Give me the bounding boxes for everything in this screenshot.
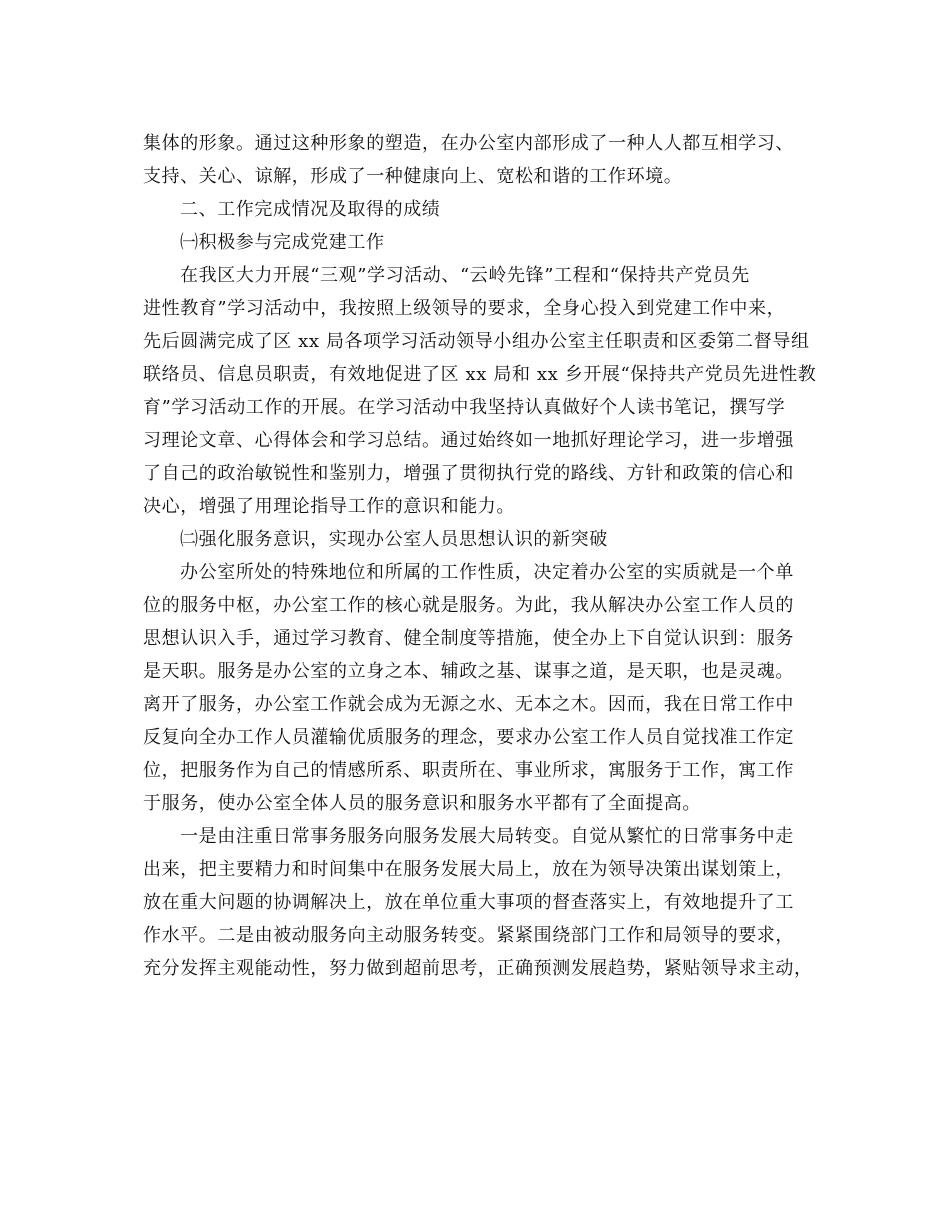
- text-line: 先后圆满完成了区 xx 局各项学习活动领导小组办公室主任职责和区委第二督导组: [143, 331, 810, 352]
- text-line: 习理论文章、心得体会和学习总结。通过始终如一地抓好理论学习，进一步增强: [143, 430, 794, 451]
- text-line: 集体的形象。通过这种形象的塑造，在办公室内部形成了一种人人都互相学习、: [143, 133, 794, 154]
- text-line: 放在重大问题的协调解决上，放在单位重大事项的督查落实上，有效地提升了工: [143, 892, 794, 913]
- text-line: 思想认识入手，通过学习教育、健全制度等措施，使全办上下自觉认识到：服务: [143, 628, 794, 649]
- text-line: 出来，把主要精力和时间集中在服务发展大局上，放在为领导决策出谋划策上，: [143, 859, 794, 880]
- text-line: 作水平。二是由被动服务向主动服务转变。紧紧围绕部门工作和局领导的要求，: [143, 925, 794, 946]
- text-line: 离开了服务，办公室工作就会成为无源之水、无本之木。因而，我在日常工作中: [143, 694, 794, 715]
- text-line: 位，把服务作为自己的情感所系、职责所在、事业所求，寓服务于工作，寓工作: [143, 760, 794, 781]
- text-line: 二、工作完成情况及取得的成绩: [180, 199, 441, 220]
- document-body: [143, 127, 817, 985]
- text-line: 充分发挥主观能动性，努力做到超前思考，正确预测发展趋势，紧贴领导求主动，: [143, 958, 813, 979]
- text-line: 决心，增强了用理论指导工作的意识和能力。: [143, 496, 515, 517]
- text-line: 是天职。服务是办公室的立身之本、辅政之基、谋事之道，是天职，也是灵魂。: [143, 661, 794, 682]
- text-line: 了自己的政治敏锐性和鉴别力，增强了贯彻执行党的路线、方针和政策的信心和: [143, 463, 794, 484]
- text-line: 反复向全办工作人员灌输优质服务的理念，要求办公室工作人员自觉找准工作定: [143, 727, 794, 748]
- text-line: 支持、关心、谅解，形成了一种健康向上、宽松和谐的工作环境。: [143, 166, 683, 187]
- text-line: 于服务，使办公室全体人员的服务意识和服务水平都有了全面提高。: [143, 793, 701, 814]
- text-line: ㈠积极参与完成党建工作: [180, 232, 385, 253]
- text-line: 办公室所处的特殊地位和所属的工作性质，决定着办公室的实质就是一个单: [180, 562, 794, 583]
- text-line: 位的服务中枢，办公室工作的核心就是服务。为此，我从解决办公室工作人员的: [143, 595, 794, 616]
- text-line: 一是由注重日常事务服务向服务发展大局转变。自觉从繁忙的日常事务中走: [180, 826, 794, 847]
- text-line: 联络员、信息员职责，有效地促进了区 xx 局和 xx 乡开展“保持共产党员先进性教: [143, 364, 817, 385]
- text-line: ㈡强化服务意识，实现办公室人员思想认识的新突破: [180, 529, 608, 550]
- text-line: 在我区大力开展“三观”学习活动、“云岭先锋”工程和“保持共产党员先: [180, 265, 750, 286]
- text-line: 进性教育”学习活动中，我按照上级领导的要求，全身心投入到党建工作中来，: [143, 298, 786, 319]
- text-line: 育”学习活动工作的开展。在学习活动中我坚持认真做好个人读书笔记，撰写学: [143, 397, 786, 418]
